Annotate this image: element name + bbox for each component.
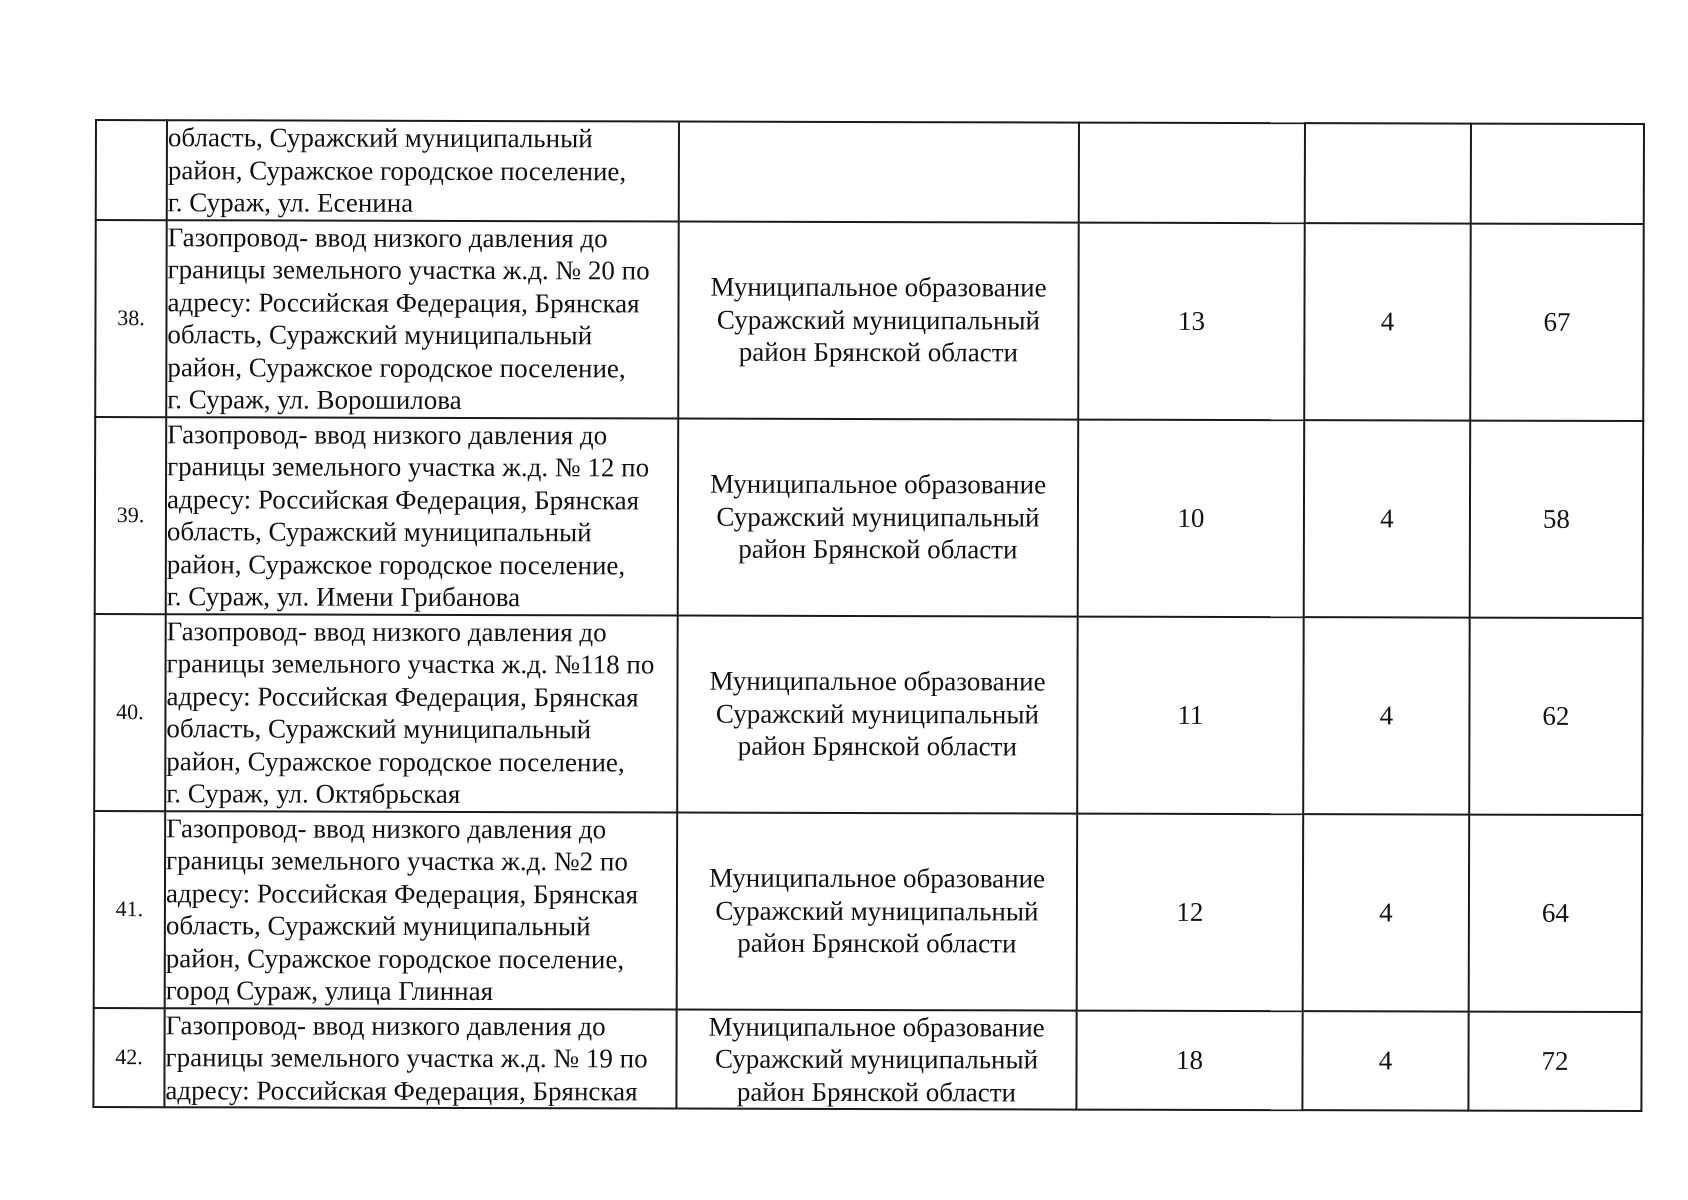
table-row — [93, 1007, 1641, 1111]
table-row — [95, 417, 1644, 618]
value-col-1: 12 — [1077, 813, 1304, 1011]
row-number: 41. — [94, 811, 166, 1008]
value-col-2: 4 — [1302, 1011, 1468, 1111]
table-row — [94, 811, 1643, 1012]
row-number: 38. — [95, 220, 167, 417]
owner: Муниципальное образование Суражский муниципальный район Брянской области — [678, 221, 1079, 419]
owner: Муниципальное образование Суражский муниципальный район Брянской области — [676, 1009, 1076, 1110]
value-col-2 — [1305, 123, 1471, 223]
row-number: 42. — [93, 1007, 164, 1107]
value-col-3: 72 — [1468, 1011, 1641, 1111]
value-col-1: 18 — [1076, 1010, 1302, 1110]
table-row — [96, 120, 1644, 224]
object-name: Газопровод- ввод низкого давления до границы земельного участка ж.д. № 19 по адресу: Российская Федерация, Брянская — [164, 1008, 676, 1109]
owner: Муниципальное образование Суражский муниципальный район Брянской области — [677, 812, 1078, 1010]
value-col-2: 4 — [1304, 420, 1471, 617]
value-col-1: 10 — [1078, 419, 1305, 617]
owner — [679, 122, 1079, 223]
owner: Муниципальное образование Суражский муниципальный район Брянской области — [677, 615, 1078, 813]
value-col-1 — [1079, 123, 1305, 223]
value-col-3 — [1471, 124, 1644, 224]
value-col-2: 4 — [1304, 223, 1471, 420]
owner: Муниципальное образование Суражский муниципальный район Брянской области — [678, 418, 1079, 616]
table-row — [94, 614, 1643, 815]
gas-pipeline-table — [92, 119, 1645, 1112]
row-number: 39. — [95, 417, 167, 614]
value-col-3: 67 — [1470, 223, 1644, 420]
object-name: Газопровод- ввод низкого давления до границы земельного участка ж.д. №118 по адресу: Российская Федерация, Брянская область, Суражский муниципальный район, Суражское городское поселение, г. Сураж, ул. Октябрьская — [165, 614, 678, 812]
object-name: Газопровод- ввод низкого давления до границы земельного участка ж.д. № 12 по адресу: Российская Федерация, Брянская область, Суражский муниципальный район, Суражское городское поселение, г. Сураж, ул. Имени Грибанова — [166, 417, 679, 615]
object-name: область, Суражский муниципальный район, Суражское городское поселение, г. Сураж, ул. Есенина — [167, 120, 679, 221]
value-col-2: 4 — [1303, 617, 1470, 814]
value-col-2: 4 — [1303, 814, 1470, 1011]
value-col-3: 62 — [1469, 617, 1643, 814]
value-col-3: 64 — [1469, 814, 1643, 1011]
value-col-1: 13 — [1078, 222, 1305, 420]
object-name: Газопровод- ввод низкого давления до границы земельного участка ж.д. №2 по адресу: Российская Федерация, Брянская область, Суражский муниципальный район, Суражское городское поселение, город Сураж, улица Глинная — [165, 811, 678, 1009]
table-row — [95, 220, 1644, 421]
value-col-1: 11 — [1077, 616, 1304, 814]
row-number: 40. — [94, 614, 166, 811]
object-name: Газопровод- ввод низкого давления до границы земельного участка ж.д. № 20 по адресу: Российская Федерация, Брянская область, Суражский муниципальный район, Суражское городское поселение, г. Сураж, ул. Ворошилова — [166, 220, 679, 418]
row-number — [96, 120, 167, 220]
value-col-3: 58 — [1470, 420, 1644, 617]
